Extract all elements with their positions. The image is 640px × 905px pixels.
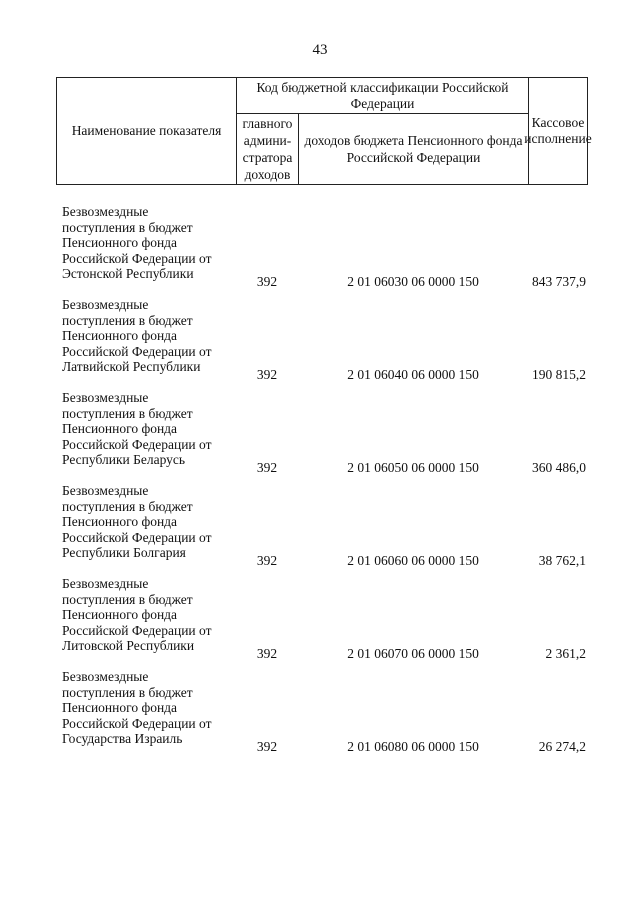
- header-budget-classification-code: Код бюджетной классификации Российской Федерации: [237, 78, 529, 114]
- row-cash-amount: 26 274,2: [538, 739, 586, 755]
- row-indicator-name: Безвозмездные поступления в бюджет Пенсионного фонда Российской Федерации от Эстонской Республики: [62, 204, 212, 282]
- row-indicator-name: Безвозмездные поступления в бюджет Пенсионного фонда Российской Федерации от Латвийской Республики: [62, 297, 212, 375]
- row-income-code: 2 01 06050 06 0000 150: [347, 460, 479, 476]
- header-indicator-name: Наименование показателя: [57, 78, 237, 184]
- table-row: [56, 576, 588, 662]
- row-admin-code: 392: [256, 646, 278, 662]
- table-header: [56, 77, 592, 185]
- row-admin-code: 392: [256, 553, 278, 569]
- table-row: [56, 297, 588, 383]
- row-cash-amount: 38 762,1: [538, 553, 586, 569]
- row-cash-amount: 2 361,2: [545, 646, 586, 662]
- row-indicator-name: Безвозмездные поступления в бюджет Пенсионного фонда Российской Федерации от Республики Беларусь: [62, 390, 212, 468]
- row-admin-code: 392: [256, 739, 278, 755]
- page-number: 43: [312, 42, 328, 58]
- row-admin-code: 392: [256, 367, 278, 383]
- row-income-code: 2 01 06040 06 0000 150: [347, 367, 479, 383]
- row-income-code: 2 01 06070 06 0000 150: [347, 646, 479, 662]
- row-cash-amount: 843 737,9: [532, 274, 586, 290]
- table-row: [56, 390, 588, 476]
- row-income-code: 2 01 06080 06 0000 150: [347, 739, 479, 755]
- row-admin-code: 392: [256, 460, 278, 476]
- row-admin-code: 392: [256, 274, 278, 290]
- header-cash-execution: Кассовое исполнение: [524, 115, 592, 146]
- header-main-administrator: главного админи-стратора доходов: [237, 114, 299, 184]
- row-income-code: 2 01 06060 06 0000 150: [347, 553, 479, 569]
- row-cash-amount: 190 815,2: [532, 367, 586, 383]
- header-pension-fund-income: доходов бюджета Пенсионного фонда Российской Федерации: [299, 114, 529, 184]
- row-indicator-name: Безвозмездные поступления в бюджет Пенсионного фонда Российской Федерации от Республики Болгария: [62, 483, 212, 561]
- row-cash-amount: 360 486,0: [532, 460, 586, 476]
- table-row: [56, 204, 588, 290]
- row-income-code: 2 01 06030 06 0000 150: [347, 274, 479, 290]
- table-row: [56, 483, 588, 569]
- row-indicator-name: Безвозмездные поступления в бюджет Пенсионного фонда Российской Федерации от Литовской Республики: [62, 576, 212, 654]
- table-row: [56, 669, 588, 755]
- row-indicator-name: Безвозмездные поступления в бюджет Пенсионного фонда Российской Федерации от Государства Израиль: [62, 669, 212, 747]
